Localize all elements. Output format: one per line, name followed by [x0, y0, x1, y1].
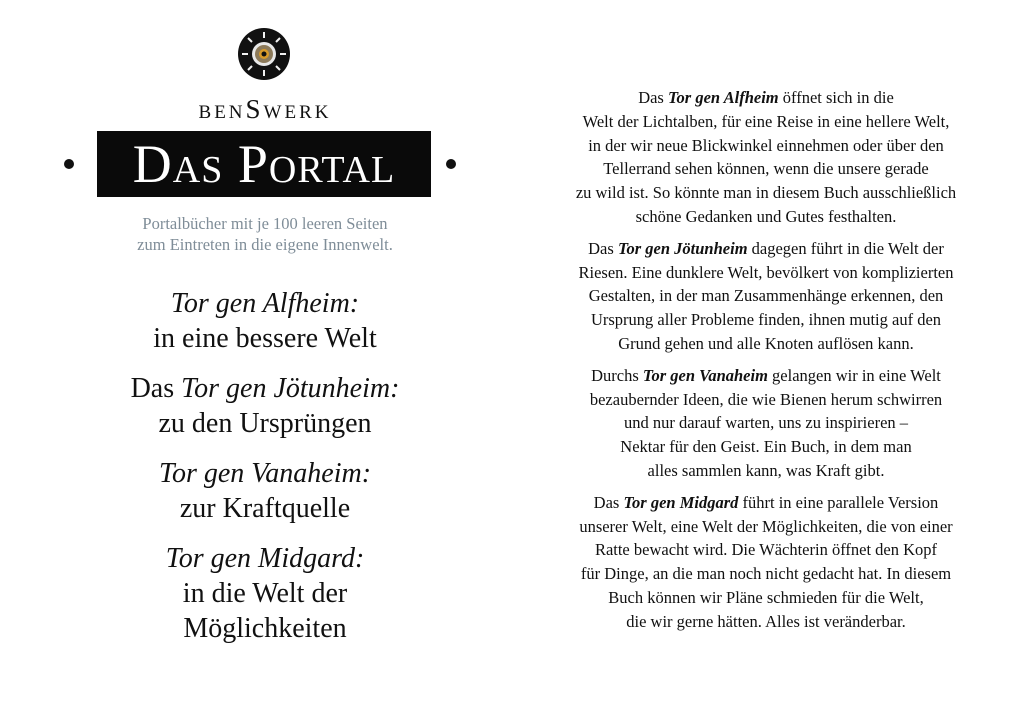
description-midgard	[548, 491, 984, 634]
portal-desc: in die Welt der	[182, 578, 348, 609]
subtitle-line: Portalbücher mit je 100 leeren Seiten	[142, 214, 388, 233]
cover-panel	[60, 0, 470, 723]
text-line: Ursprung aller Probleme finden, ihnen mutig auf den	[590, 310, 942, 330]
portal-name: Tor gen Jötunheim	[617, 238, 748, 258]
brand-name: benSwerk	[198, 94, 332, 124]
portal-name: Tor gen Vanaheim:	[158, 458, 372, 489]
portal-desc: in eine bessere Welt	[153, 323, 377, 354]
description-jotunheim	[548, 237, 984, 356]
portal-prefix: Das	[130, 373, 182, 404]
text-line: Grund gehen und alle Knoten auflösen kann.	[618, 333, 914, 353]
subtitle-line: zum Eintreten in die eigene Innenwelt.	[137, 235, 393, 254]
portal-vanaheim	[60, 456, 470, 526]
text-line: Gestalten, in der man Zusammenhänge erkennen, den	[588, 286, 944, 306]
text: Durchs	[591, 365, 643, 385]
portal-name: Tor gen Alfheim:	[170, 288, 360, 319]
portal-alfheim	[60, 286, 470, 356]
portal-jotunheim	[60, 371, 470, 441]
text: dagegen führt in die Welt der	[747, 238, 944, 258]
text-line: Buch können wir Pläne schmieden für die Welt,	[608, 587, 924, 607]
text-line: in der wir neue Blickwinkel einnehmen oder über den	[588, 135, 944, 155]
text-line: und nur darauf warten, uns zu inspirieren –	[623, 413, 909, 433]
description-alfheim	[548, 86, 984, 229]
text-line: bezaubernder Ideen, die wie Bienen herum schwirren	[589, 389, 943, 409]
portal-name: Tor gen Vanaheim	[642, 365, 768, 385]
subtitle	[60, 213, 470, 255]
text: Das	[588, 238, 618, 258]
text-line: alles sammlen kann, was Kraft gibt.	[647, 460, 885, 480]
left-bullet-icon	[64, 159, 74, 169]
description-vanaheim	[548, 364, 984, 483]
eye-logo-icon	[238, 28, 290, 80]
text: Das	[593, 492, 624, 512]
description-panel	[548, 86, 984, 642]
portal-name: Tor gen Jötunheim:	[181, 373, 400, 404]
text-line: zu wild ist. So könnte man in diesem Buch ausschließlich	[575, 183, 957, 203]
page-title: Das Portal	[97, 131, 431, 197]
portal-desc: Möglichkeiten	[183, 613, 347, 644]
text: führt in eine parallele Version	[738, 492, 939, 512]
text: Das	[638, 88, 668, 107]
text-line: Welt der Lichtalben, für eine Reise in eine hellere Welt,	[582, 111, 950, 131]
text: öffnet sich in die	[778, 88, 894, 107]
text-line: für Dinge, an die man noch nicht gedacht hat. In diesem	[580, 564, 952, 584]
text-line: schöne Gedanken und Gutes festhalten.	[635, 206, 897, 226]
text: gelangen wir in eine Welt	[767, 365, 941, 385]
portal-midgard	[60, 541, 470, 646]
portal-name: Tor gen Alfheim	[667, 88, 779, 107]
portal-name: Tor gen Midgard:	[165, 543, 365, 574]
text-line: Nektar für den Geist. Ein Buch, in dem man	[620, 437, 912, 457]
text-line: unserer Welt, eine Welt der Möglichkeiten, die von einer	[579, 516, 953, 536]
portal-list	[60, 286, 470, 661]
text-line: Riesen. Eine dunklere Welt, bevölkert von komplizierten	[578, 262, 954, 282]
right-bullet-icon	[446, 159, 456, 169]
text-line: Ratte bewacht wird. Die Wächterin öffnet den Kopf	[594, 540, 938, 560]
portal-desc: zu den Ursprüngen	[158, 408, 372, 439]
portal-desc: zur Kraftquelle	[179, 493, 351, 524]
text-line: Tellerrand sehen können, wenn die unsere gerade	[603, 159, 929, 179]
portal-name: Tor gen Midgard	[623, 492, 739, 512]
text-line: die wir gerne hätten. Alles ist veränderbar.	[626, 611, 906, 631]
